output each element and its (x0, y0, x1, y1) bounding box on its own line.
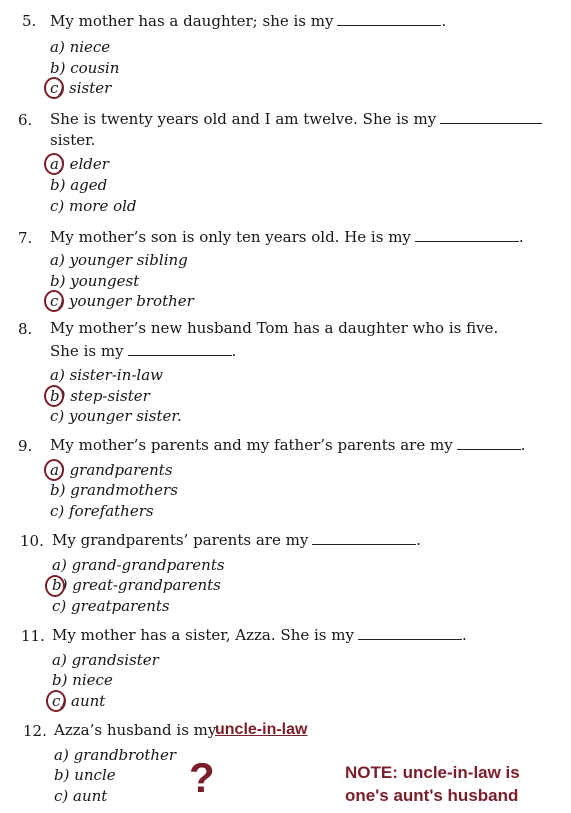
note-annotation (345, 761, 520, 807)
question-number: 11. (21, 627, 45, 645)
answer-blank (312, 531, 416, 545)
answer-blank (457, 436, 521, 450)
answer-blank (358, 626, 462, 640)
option-b: b) youngest (50, 272, 140, 290)
question-number: 10. (20, 532, 44, 550)
option-a: a) grandparents (50, 461, 173, 479)
question-number: 5. (22, 12, 37, 30)
option-b: b) uncle (54, 766, 116, 784)
answer-blank (128, 342, 232, 356)
selected-answer-circle (44, 459, 64, 481)
question-number: 7. (18, 229, 33, 247)
note-line: one's aunt's husband (345, 786, 519, 805)
option-c: c) aunt (52, 692, 106, 710)
question-mark-annotation: ? (189, 754, 215, 801)
option-a: a) niece (50, 38, 111, 56)
selected-answer-circle (44, 290, 64, 312)
note-line: NOTE: uncle-in-law is (345, 763, 520, 782)
option-b: b) great-grandparents (52, 576, 221, 594)
option-c: c) aunt (54, 787, 108, 805)
option-c: c) sister (50, 79, 112, 97)
selected-answer-circle (45, 575, 65, 597)
option-a: a) grandsister (52, 651, 159, 669)
question-number: 8. (18, 320, 33, 338)
option-a: a) sister-in-law (50, 366, 164, 384)
question-number: 9. (18, 437, 33, 455)
option-a: a) grand-grandparents (52, 556, 225, 574)
option-a: a) younger sibling (50, 251, 188, 269)
option-c: c) younger sister. (50, 407, 182, 425)
selected-answer-circle (44, 385, 64, 407)
question-stem: My grandparents’ parents are my . (52, 531, 422, 549)
option-b: b) grandmothers (50, 481, 178, 499)
option-c: c) greatparents (52, 597, 170, 615)
option-b: b) step-sister (50, 387, 150, 405)
question-stem: My mother has a daughter; she is my . (50, 12, 447, 30)
option-c: c) more old (50, 197, 137, 215)
question-stem-continued: sister. (50, 131, 96, 149)
question-number: 12. (23, 722, 47, 740)
question-stem: My mother’s new husband Tom has a daughter who is five. (50, 319, 499, 337)
handwritten-answer: uncle-in-law (215, 721, 308, 738)
answer-blank (440, 110, 542, 124)
question-number: 6. (18, 111, 33, 129)
option-b: b) niece (52, 671, 113, 689)
option-c: c) forefathers (50, 502, 154, 520)
option-c: c) younger brother (50, 292, 194, 310)
question-stem: My mother has a sister, Azza. She is my . (52, 626, 467, 644)
option-a: a) grandbrother (54, 746, 177, 764)
selected-answer-circle (46, 690, 66, 712)
question-stem-continued: She is my . (50, 342, 237, 360)
question-stem: My mother’s parents and my father’s parents are my . (50, 436, 526, 454)
question-stem: Azza’s husband is my (54, 721, 217, 739)
answer-blank (415, 228, 519, 242)
answer-blank (337, 12, 441, 26)
question-stem: She is twenty years old and I am twelve. She is my (50, 109, 542, 130)
option-a: a) elder (50, 155, 109, 173)
selected-answer-circle (44, 77, 64, 99)
question-stem: My mother’s son is only ten years old. He is my . (50, 228, 524, 246)
selected-answer-circle (44, 153, 64, 175)
option-b: b) cousin (50, 59, 120, 77)
option-b: b) aged (50, 176, 108, 194)
